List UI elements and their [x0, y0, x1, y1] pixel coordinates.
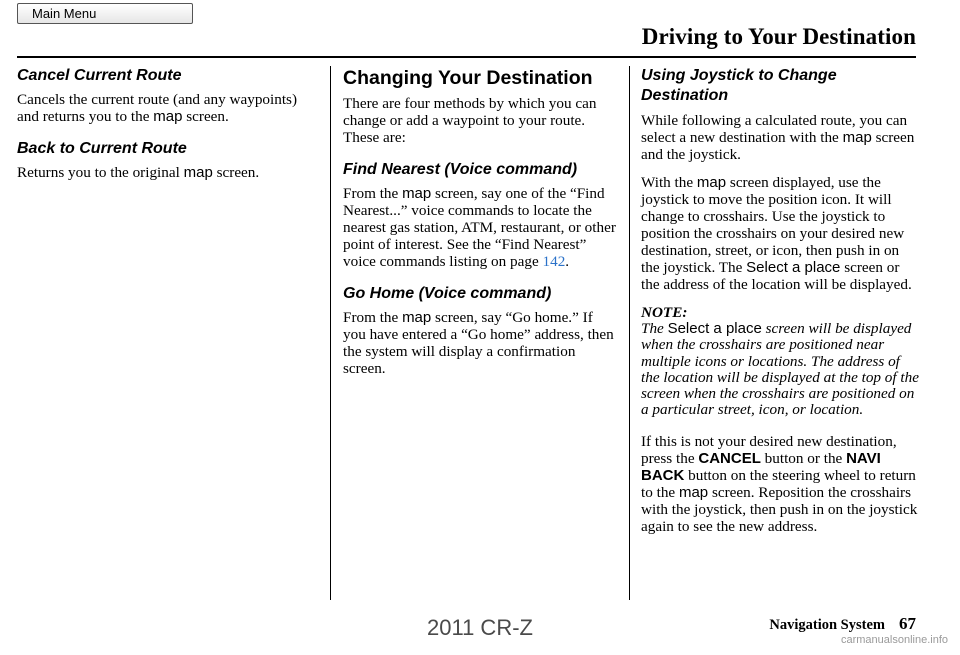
section-heading: Changing Your Destination	[343, 67, 593, 89]
map-term: map	[153, 108, 183, 125]
cancel-route-text: Cancels the current route (and any waypoints) and returns you to the map screen.	[17, 91, 298, 125]
cancel-route-heading: Cancel Current Route	[17, 67, 182, 84]
footer-section-name: Navigation System	[769, 617, 885, 633]
back-route-heading: Back to Current Route	[17, 140, 187, 157]
back-route-text: Returns you to the original map screen.	[17, 164, 260, 181]
main-menu-button[interactable]: Main Menu	[17, 3, 193, 24]
model-watermark: 2011 CR-Z	[427, 615, 533, 640]
column-left	[17, 66, 317, 192]
go-home-text: From the map screen, say “Go home.” If you have entered a “Go home” address, then the system will display a confirmation screen.	[343, 309, 614, 377]
joystick-text-1: While following a calculated route, you can select a new destination with the map screen and the joystick.	[641, 112, 915, 163]
intro-text: There are four methods by which you can change or add a waypoint to your route. These are:	[343, 95, 597, 146]
page-link-142[interactable]: 142	[542, 253, 566, 270]
map-term: map	[678, 483, 709, 501]
column-divider	[330, 66, 331, 600]
page-footer	[769, 614, 916, 634]
find-nearest-heading: Find Nearest (Voice command)	[343, 161, 578, 178]
select-a-place-term: Select a place	[667, 320, 762, 337]
map-term: map	[402, 185, 432, 202]
find-nearest-text: From the map screen, say one of the “Find Nearest...” voice commands to locate the nearest gas station, ATM, restaurant, or other point of interest. See the “Find Nearest” voice commands listing on page 142.	[343, 185, 616, 270]
joystick-text-2: With the map screen displayed, use the joystick to move the position icon. It will change to crosshairs. Use the joystick to position the crosshairs on your desired new destination, street, or icon, then push in on the joystick. The Select a place screen or the address of the location will be displayed.	[641, 174, 912, 293]
site-watermark: carmanualsonline.info	[840, 634, 948, 646]
go-home-heading: Go Home (Voice command)	[343, 285, 552, 302]
map-term: map	[402, 309, 432, 326]
page-title: Driving to Your Destination	[641, 24, 916, 49]
navi-back-button-term: NAVI BACK	[641, 449, 881, 484]
note-text: The Select a place screen will be displayed when the crosshairs are positioned near multiple icons or locations. The address of the location will be displayed at the top of the screen when the crosshairs are positioned on a particular street, icon, or location.	[641, 320, 919, 419]
joystick-text-3: If this is not your desired new destination, press the CANCEL button or the NAVI BACK button on the steering wheel to return to the map screen. Reposition the crosshairs with the joystick, then push in on the joystick again to see the new address.	[641, 432, 918, 535]
column-middle	[343, 66, 619, 388]
joystick-heading: Using Joystick to Change Destination	[641, 67, 837, 104]
select-a-place-term: Select a place	[746, 259, 841, 276]
page-number: 67	[899, 614, 916, 633]
column-divider	[629, 66, 630, 600]
title-divider	[17, 56, 916, 58]
cancel-button-term: CANCEL	[698, 449, 761, 467]
map-term: map	[842, 129, 872, 146]
map-term: map	[183, 164, 213, 181]
map-term: map	[696, 174, 727, 191]
note-label: NOTE:	[641, 304, 688, 321]
column-right	[641, 66, 919, 546]
